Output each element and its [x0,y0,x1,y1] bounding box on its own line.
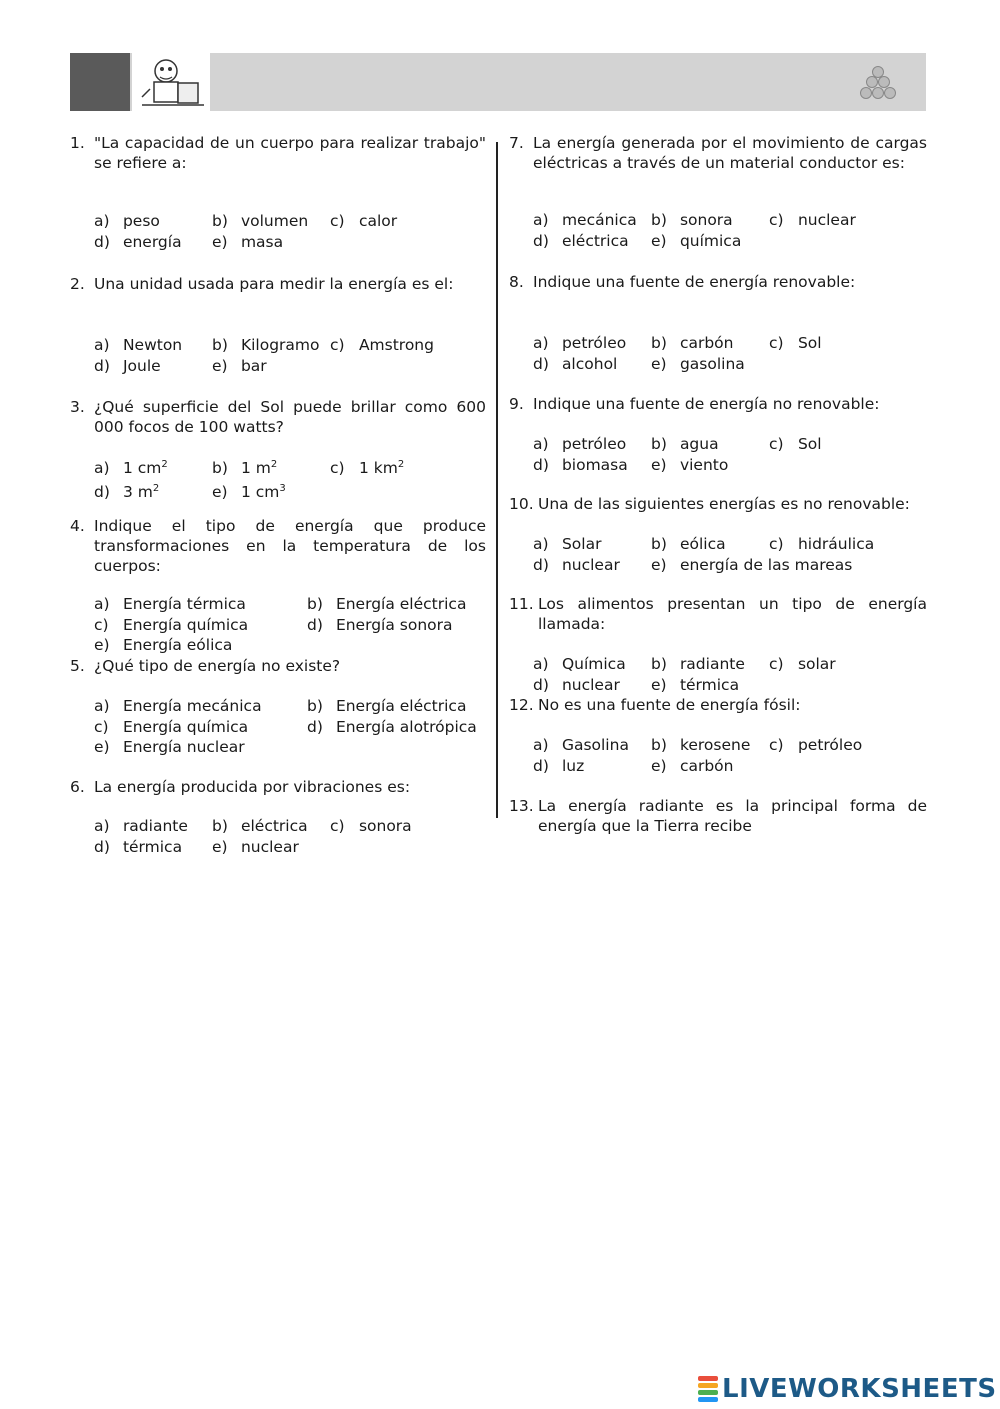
option-d[interactable]: d) Joule [94,356,161,375]
question-text: Indique una fuente de energía no renovable: [533,395,880,413]
question-5 [70,656,486,758]
option-d[interactable]: d) eléctrica [533,231,629,250]
option-a[interactable]: a) Newton [94,336,183,354]
question-7 [509,133,927,251]
question-text: No es una fuente de energía fósil: [538,696,801,714]
question-number: 5. [70,657,85,675]
question-number: 12. [509,696,534,714]
option-b[interactable]: b) Energía eléctrica [307,595,467,613]
logo-mark-icon [698,1375,718,1403]
option-c[interactable]: c) calor [330,212,398,230]
question-number: 9. [509,395,524,413]
question-number: 3. [70,398,85,416]
question-6 [70,777,486,857]
option-c[interactable]: c) hidráulica [769,535,875,553]
option-c[interactable]: c) nuclear [769,211,856,229]
option-a[interactable]: a) petróleo [533,435,627,453]
option-b[interactable]: b) Kilogramo [212,336,320,354]
question-number: 7. [509,134,524,152]
question-number: 8. [509,273,524,291]
question-12 [509,695,927,776]
option-d[interactable]: d) energía [94,232,182,251]
option-d[interactable]: d) térmica [94,837,183,856]
option-e[interactable]: e) masa [212,232,284,251]
question-1 [70,133,486,252]
option-d[interactable]: d) luz [533,756,585,775]
option-e[interactable]: e) bar [212,356,267,375]
option-a[interactable]: a) Química [533,655,626,673]
question-text: Una unidad usada para medir la energía es el: [94,275,454,293]
question-text: La energía radiante es la principal forma de energía que la Tierra recibe [538,797,927,835]
option-c[interactable]: c) Sol [769,435,822,453]
option-c[interactable]: c) Energía química [94,717,249,736]
question-2 [70,274,486,376]
option-c[interactable]: c) Sol [769,334,822,352]
option-b[interactable]: b) radiante [651,655,745,673]
option-a[interactable]: a) Energía térmica [94,595,246,613]
option-d[interactable]: d) Energía alotrópica [307,717,477,736]
option-e[interactable]: e) gasolina [651,354,745,373]
option-e[interactable]: e) térmica [651,675,740,694]
question-13 [509,796,927,836]
option-d[interactable]: d) nuclear [533,555,620,574]
mascot-illustration [132,53,210,111]
header-banner [70,53,926,111]
question-text: La energía generada por el movimiento de cargas eléctricas a través de un material conductor es: [533,134,927,172]
option-d[interactable]: d) biomasa [533,455,628,474]
option-e[interactable]: e) 1 $cm^3$ [212,482,286,501]
option-b[interactable]: b) eléctrica [212,817,308,835]
logo-text: LIVEWORKSHEETS [722,1374,997,1404]
option-d[interactable]: d) 3 $m^2$ [94,482,160,501]
question-text: ¿Qué superficie del Sol puede brillar como 600 000 focos de 100 watts? [94,398,486,436]
option-a[interactable]: a) mecánica [533,211,637,229]
question-8 [509,272,927,374]
option-c[interactable]: c) 1 $km^2$ [330,459,405,478]
liveworksheets-logo [698,1374,997,1404]
question-text: "La capacidad de un cuerpo para realizar trabajo" se refiere a: [94,134,486,172]
banner-dark-block [70,53,130,111]
option-a[interactable]: a) peso [94,212,160,230]
question-number: 4. [70,517,85,535]
option-d[interactable]: d) nuclear [533,675,620,694]
question-9 [509,394,927,475]
question-number: 13. [509,797,534,815]
question-text: Una de las siguientes energías es no renovable: [538,495,910,513]
option-c[interactable]: c) sonora [330,817,412,835]
option-d[interactable]: d) Energía sonora [307,615,453,634]
option-e[interactable]: e) Energía eólica [94,636,233,654]
option-e[interactable]: e) viento [651,455,729,474]
option-b[interactable]: b) volumen [212,212,309,230]
question-text: Los alimentos presentan un tipo de energía llamada: [538,595,927,633]
option-b[interactable]: b) agua [651,435,719,453]
question-10 [509,494,927,575]
option-c[interactable]: c) Energía química [94,615,249,634]
question-number: 2. [70,275,85,293]
option-b[interactable]: b) carbón [651,334,734,352]
option-e[interactable]: e) Energía nuclear [94,738,245,756]
question-text: La energía producida por vibraciones es: [94,778,411,796]
question-11 [509,594,927,695]
option-c[interactable]: c) petróleo [769,736,863,754]
question-number: 11. [509,595,534,613]
question-text: Indique el tipo de energía que produce transformaciones en la temperatura de los cuerpos: [94,517,486,575]
question-number: 6. [70,778,85,796]
option-b[interactable]: b) eólica [651,535,726,553]
option-c[interactable]: c) solar [769,655,836,673]
question-3 [70,397,486,502]
option-e[interactable]: e) nuclear [212,837,299,856]
spheres-icon [858,65,898,101]
option-c[interactable]: c) Amstrong [330,336,434,354]
option-a[interactable]: a) radiante [94,817,188,835]
option-b[interactable]: b) sonora [651,211,733,229]
option-a[interactable]: a) Solar [533,535,602,553]
option-b[interactable]: b) kerosene [651,736,751,754]
question-number: 1. [70,134,85,152]
option-e[interactable]: e) química [651,231,742,250]
question-text: Indique una fuente de energía renovable: [533,273,856,291]
option-d[interactable]: d) alcohol [533,354,618,373]
option-e[interactable]: e) energía de las mareas [651,555,853,574]
question-text: ¿Qué tipo de energía no existe? [94,657,341,675]
option-b[interactable]: b) 1 $m^2$ [212,459,278,478]
question-4 [70,516,486,656]
option-e[interactable]: e) carbón [651,756,734,775]
question-number: 10. [509,495,534,513]
option-a[interactable]: a) petróleo [533,334,627,352]
option-a[interactable]: a) Energía mecánica [94,697,262,715]
option-a[interactable]: a) 1 $cm^2$ [94,459,168,478]
option-b[interactable]: b) Energía eléctrica [307,697,467,715]
option-a[interactable]: a) Gasolina [533,736,629,754]
